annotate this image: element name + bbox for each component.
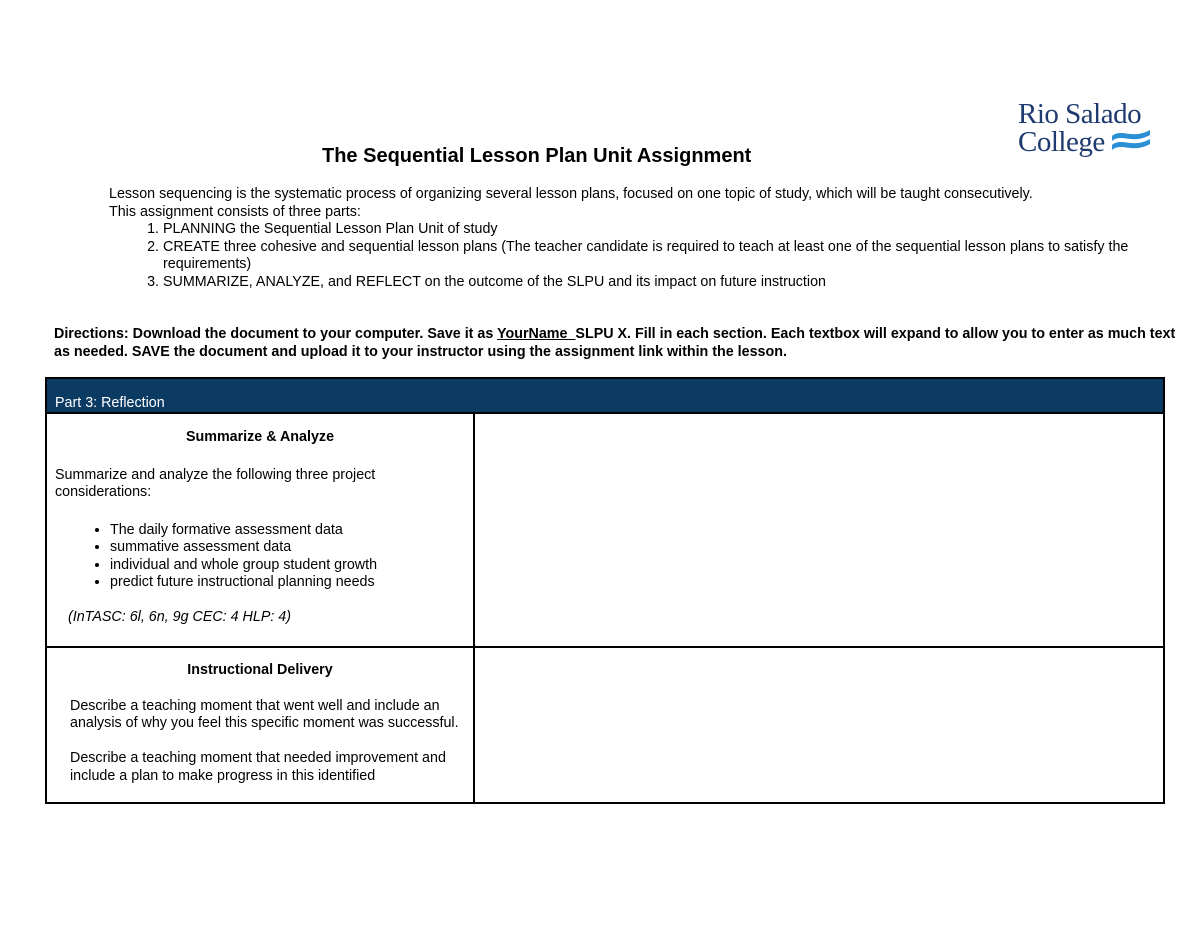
list-item: • individual and whole group student growth xyxy=(110,557,465,575)
list-item: 3. SUMMARIZE, ANALYZE, and REFLECT on the outcome of the SLPU and its impact on future instruction xyxy=(163,274,1169,292)
delivery-heading: Instructional Delivery xyxy=(187,662,333,678)
delivery-text: Describe a teaching moment that needed improvement and include a plan to make progress in this identified xyxy=(70,750,446,784)
standards-text: (InTASC: 6l, 6n, 9g CEC: 4 HLP: 4) xyxy=(68,608,292,625)
list-item: 2. CREATE three cohesive and sequential lesson plans (The teacher candidate is required to teach at least one of the sequential lesson plans to satisfy the requirements) xyxy=(163,239,1169,274)
logo-line2: College xyxy=(1018,126,1105,158)
college-logo xyxy=(1018,98,1158,162)
list-item: • summative assessment data xyxy=(110,539,465,557)
column-divider xyxy=(473,414,475,804)
list-item: • predict future instructional planning needs xyxy=(110,574,465,592)
summarize-text: Summarize and analyze the following three project considerations: xyxy=(55,466,376,500)
intro-line: This assignment consists of three parts: xyxy=(109,203,361,220)
delivery-cell xyxy=(55,662,465,803)
directions-prefix: Directions: Download the document to your computer. Save it as xyxy=(54,326,498,342)
considerations-list xyxy=(55,522,465,592)
row-divider xyxy=(47,646,1163,648)
summarize-heading: Summarize & Analyze xyxy=(185,429,335,445)
summarize-cell xyxy=(55,429,465,626)
table-header xyxy=(47,379,1163,414)
list-item: • The daily formative assessment data xyxy=(110,522,465,540)
directions-text xyxy=(54,325,1184,361)
wave-logo-icon xyxy=(1110,126,1152,156)
logo-line1: Rio Salado xyxy=(1018,98,1142,130)
parts-list xyxy=(109,221,1169,291)
list-item: 1. PLANNING the Sequential Lesson Plan Unit of study xyxy=(163,221,1169,239)
directions-filename: YourName_ xyxy=(497,326,576,342)
intro-line: Lesson sequencing is the systematic process of organizing several lesson plans, focused on one topic of study, which will be taught consecutively. xyxy=(109,186,1033,202)
table-header-label: Part 3: Reflection xyxy=(55,395,165,411)
page-title: The Sequential Lesson Plan Unit Assignment xyxy=(322,145,752,167)
intro-section xyxy=(109,186,1169,291)
directions-suffix: SLPU X. Fill in each section. Each textbox will expand to allow you to enter as much text as needed. SAVE the document and upload it to your instructor using the assignment link within the lesson. xyxy=(54,326,1176,360)
delivery-text: Describe a teaching moment that went well and include an analysis of why you feel this specific moment was successful. xyxy=(70,697,459,731)
reflection-table xyxy=(45,377,1165,804)
